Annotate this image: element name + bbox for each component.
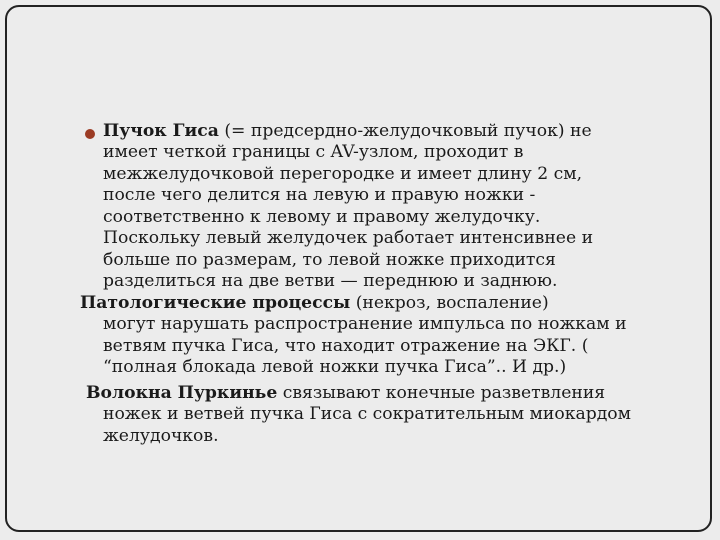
his-bundle-term: Пучок Гиса (103, 121, 219, 141)
paragraph-pathology-line-1: Патологические процессы (некроз, воспаление) (80, 293, 549, 313)
paragraph-his-bundle-line-5: соответственно к левому и правому желудочку. (103, 207, 541, 227)
paragraph-pathology-line-2: могут нарушать распространение импульса по ножкам и (103, 314, 627, 334)
paragraph-purkinje-line-3: желудочков. (103, 426, 219, 446)
purkinje-term: Волокна Пуркинье (86, 383, 278, 403)
paragraph-purkinje-line-1: Волокна Пуркинье связывают конечные разветвления (86, 383, 606, 403)
bullet-icon (85, 129, 95, 139)
paragraph-his-bundle-line-2: имеет четкой границы с AV-узлом, проходит в (103, 142, 524, 162)
paragraph-his-bundle-line-3: межжелудочковой перегородке и имеет длину 2 см, (103, 164, 583, 184)
paragraph-his-bundle-line-6: Поскольку левый желудочек работает интенсивнее и (103, 228, 594, 248)
paragraph-pathology-line-4: “полная блокада левой ножки пучка Гиса”.. И др.) (103, 357, 567, 377)
pathology-term: Патологические процессы (80, 293, 351, 313)
paragraph-purkinje-line-2: ножек и ветвей пучка Гиса с сократительным миокардом (103, 404, 631, 424)
paragraph-his-bundle-line-8: разделиться на две ветви — переднюю и заднюю. (103, 271, 558, 291)
paragraph-his-bundle-line-4: после чего делится на левую и правую ножки - (103, 185, 536, 205)
paragraph-his-bundle-line-1: Пучок Гиса (= предсердно-желудочковый пучок) не (103, 121, 592, 141)
paragraph-his-bundle-line-7: больше по размерам, то левой ножке приходится (103, 250, 556, 270)
paragraph-pathology-line-3: ветвям пучка Гиса, что находит отражение на ЭКГ. ( (103, 336, 589, 356)
